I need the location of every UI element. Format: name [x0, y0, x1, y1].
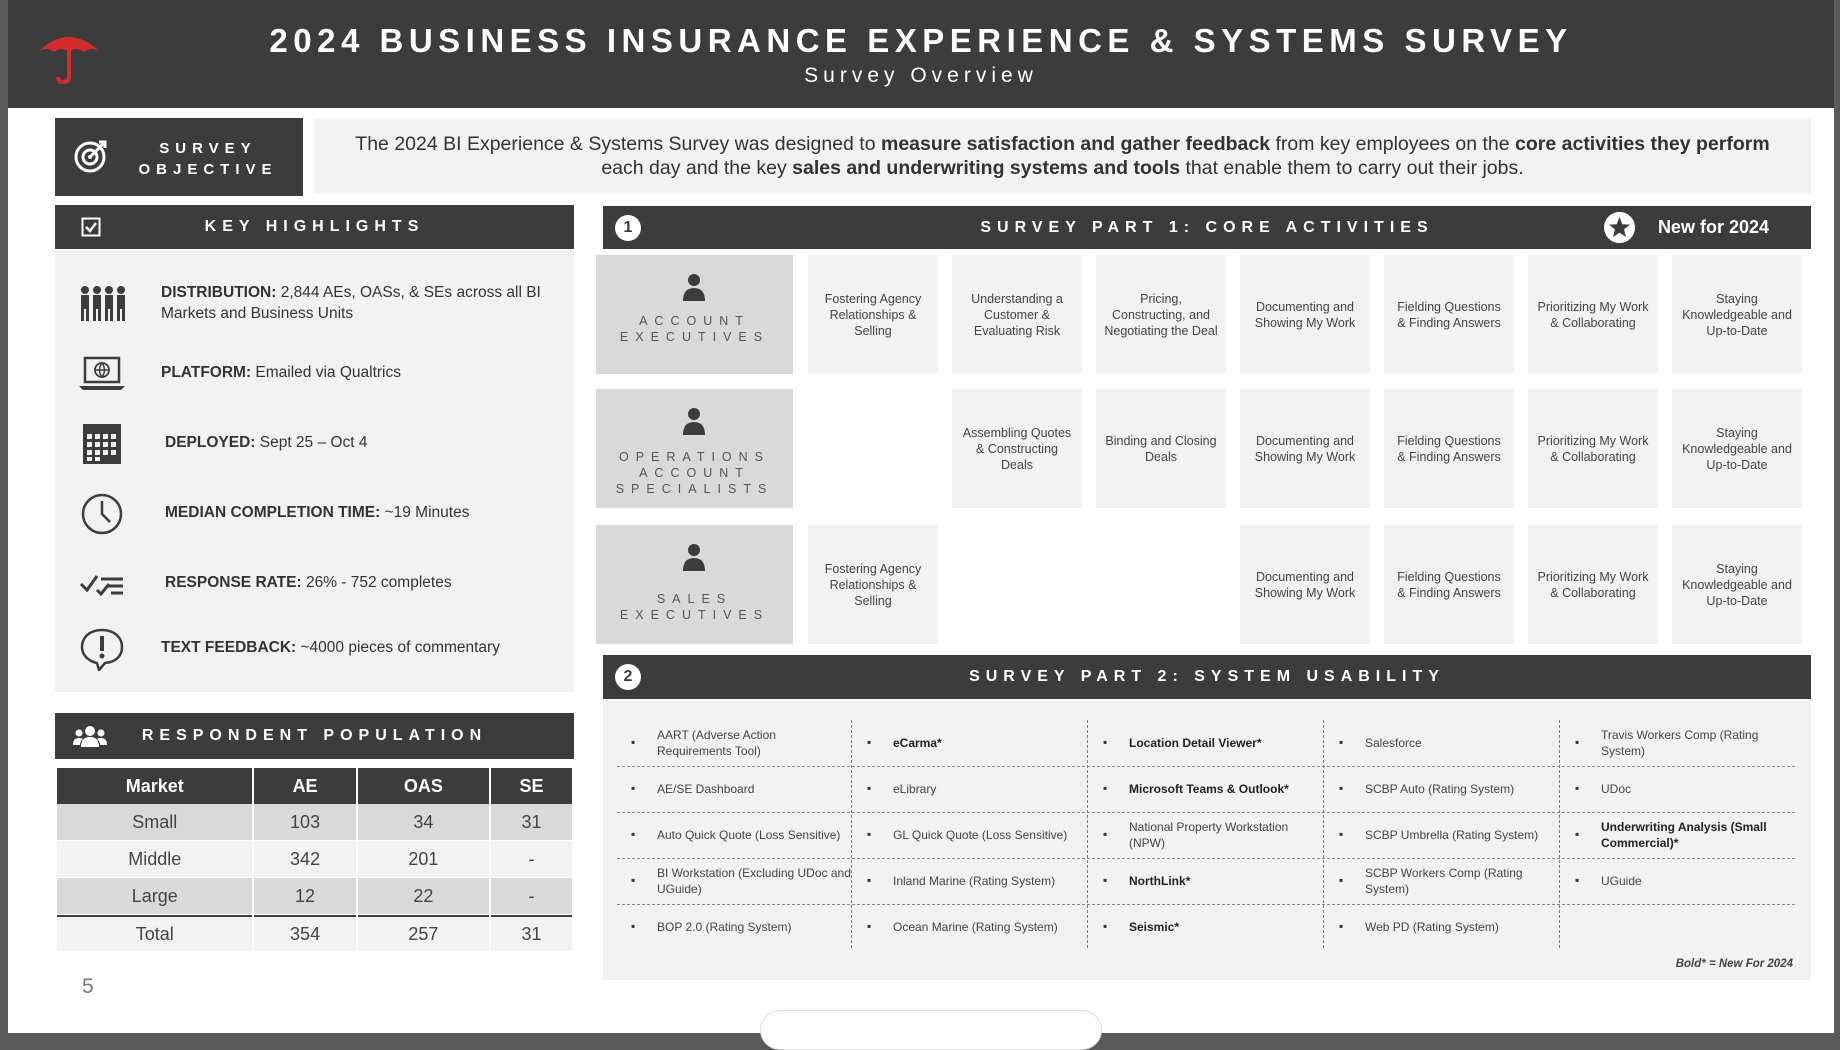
column-header: Market: [57, 768, 252, 804]
star-icon: [1604, 212, 1635, 243]
objective-text-part: from key employees on the: [1270, 133, 1516, 155]
activity-tile: Binding and Closing Deals: [1096, 389, 1226, 508]
table-cell: -: [491, 841, 572, 878]
part1-title: SURVEY PART 1: CORE ACTIVITIES: [980, 219, 1434, 236]
table-cell: 342: [254, 841, 355, 878]
highlight-text: [165, 572, 555, 593]
checkbox-icon: [81, 217, 101, 237]
activity-tile: Fielding Questions & Finding Answers: [1384, 525, 1514, 644]
system-item: ▪ AART (Adverse Action Requirements Tool): [617, 720, 852, 766]
system-item: ▪ Ocean Marine (Rating System): [853, 904, 1088, 950]
table-row: [57, 804, 572, 841]
role-label-line: ACCOUNT: [639, 466, 750, 480]
role-label-line: ACCOUNT: [639, 314, 750, 328]
system-column: [617, 720, 852, 948]
activity-tile: Fielding Questions & Finding Answers: [1384, 255, 1514, 374]
person-icon: [683, 543, 705, 571]
part1-header: [603, 206, 1811, 249]
system-item: ▪ UDoc: [1561, 766, 1796, 812]
activity-tile: Documenting and Showing My Work: [1240, 255, 1370, 374]
activity-tile: Fostering Agency Relationships & Selling: [808, 255, 938, 374]
system-item: ▪ Seismic*: [1089, 904, 1324, 950]
system-item: ▪ Inland Marine (Rating System): [853, 858, 1088, 904]
activity-tile: Fostering Agency Relationships & Selling: [808, 525, 938, 644]
part2-title: SURVEY PART 2: SYSTEM USABILITY: [969, 668, 1445, 685]
system-item: ▪ Underwriting Analysis (Small Commercial)*: [1561, 812, 1796, 858]
role-operations-account-specialists: [596, 389, 793, 508]
activity-tile: Staying Knowledgeable and Up-to-Date: [1672, 525, 1802, 644]
laptop-globe-icon: [77, 352, 127, 396]
table-cell: 257: [358, 915, 489, 952]
highlight-value: 2,844 AEs, OASs, & SEs across all BI Markets and Business Units: [161, 284, 541, 322]
person-icon: [683, 273, 705, 301]
table-cell: Middle: [57, 841, 252, 878]
objective-text-part: each day and the key: [601, 157, 793, 179]
activity-tile: Assembling Quotes & Constructing Deals: [952, 389, 1082, 508]
highlight-label: RESPONSE RATE:: [165, 574, 302, 591]
new-for-2024-badge: New for 2024: [1657, 217, 1769, 237]
highlight-text: [161, 637, 551, 658]
table-cell: 12: [254, 878, 355, 915]
table-cell: 31: [491, 915, 572, 952]
people-icon: [73, 725, 107, 747]
table-cell: 103: [254, 804, 355, 841]
highlight-label: MEDIAN COMPLETION TIME:: [165, 504, 381, 521]
role-label-line: SALES EXECUTIVES: [619, 592, 770, 622]
person-icon: [683, 407, 705, 435]
role-label-line: SPECIALISTS: [615, 482, 774, 496]
highlight-text: [165, 502, 555, 523]
system-item: ▪ Microsoft Teams & Outlook*: [1089, 766, 1324, 812]
system-item: ▪ NorthLink*: [1089, 858, 1324, 904]
system-item: ▪ UGuide: [1561, 858, 1796, 904]
activity-tile: Prioritizing My Work & Collaborating: [1528, 389, 1658, 508]
highlight-value: 26% - 752 completes: [301, 574, 452, 591]
page-number: 5: [82, 975, 94, 998]
system-item: ▪ Location Detail Viewer*: [1089, 720, 1324, 766]
activity-tile: Documenting and Showing My Work: [1240, 525, 1370, 644]
highlight-value: ~19 Minutes: [380, 504, 470, 521]
highlight-label: TEXT FEEDBACK:: [161, 639, 297, 656]
part2-number-badge: 2: [615, 664, 641, 690]
highlight-text: [161, 282, 551, 324]
bold-legend: Bold* = New For 2024: [1675, 958, 1793, 970]
system-usability-panel: [603, 700, 1811, 980]
system-item: ▪ Travis Workers Comp (Rating System): [1561, 720, 1796, 766]
highlight-text-feedback: [55, 625, 574, 675]
people-group-icon: [77, 282, 127, 326]
table-cell: 22: [358, 878, 489, 915]
activity-tile: Documenting and Showing My Work: [1240, 389, 1370, 508]
part1-number-badge: 1: [615, 215, 641, 241]
key-highlights-panel: [55, 250, 574, 692]
respondent-population-title: RESPONDENT POPULATION: [141, 727, 488, 744]
clock-icon: [77, 492, 127, 536]
table-cell: Large: [57, 878, 252, 915]
header-bar: [8, 0, 1834, 108]
table-header-row: [57, 768, 572, 804]
highlight-label: PLATFORM:: [161, 364, 252, 381]
page-title: 2024 BUSINESS INSURANCE EXPERIENCE & SYSTEMS SURVEY: [269, 22, 1573, 59]
bottom-tab-shape: [760, 1010, 1102, 1050]
system-item: ▪ Auto Quick Quote (Loss Sensitive): [617, 812, 852, 858]
highlight-label: DEPLOYED:: [165, 434, 256, 451]
key-highlights-header: [55, 205, 574, 249]
highlight-text: [165, 432, 555, 453]
system-item: ▪ SCBP Auto (Rating System): [1325, 766, 1560, 812]
role-label-line: EXECUTIVES: [619, 330, 770, 344]
table-row: [57, 878, 572, 915]
column-header: AE: [254, 768, 355, 804]
system-item: ▪ BOP 2.0 (Rating System): [617, 904, 852, 950]
role-sales-executives: [596, 525, 793, 644]
respondent-population-header: [55, 713, 574, 759]
checklist-icon: [77, 562, 127, 606]
highlight-platform: [55, 350, 574, 400]
page-subtitle: Survey Overview: [804, 64, 1038, 87]
highlight-value: ~4000 pieces of commentary: [296, 639, 500, 656]
system-item: ▪ GL Quick Quote (Loss Sensitive): [853, 812, 1088, 858]
activity-tile: Prioritizing My Work & Collaborating: [1528, 525, 1658, 644]
highlight-value: Emailed via Qualtrics: [251, 364, 401, 381]
table-row: [57, 841, 572, 878]
highlight-label: DISTRIBUTION:: [161, 284, 277, 301]
highlight-text: [161, 362, 551, 383]
objective-text-bold: core activities they perform: [1515, 133, 1770, 155]
objective-label-line2: OBJECTIVE: [138, 161, 278, 178]
highlight-deployed: [55, 420, 574, 470]
system-item: ▪ BI Workstation (Excluding UDoc and UGuide): [617, 858, 852, 904]
system-column: [1089, 720, 1324, 948]
survey-objective-text: [314, 119, 1811, 193]
respondent-population-table: [55, 768, 574, 952]
system-item: ▪ SCBP Workers Comp (Rating System): [1325, 858, 1560, 904]
column-header: OAS: [358, 768, 489, 804]
survey-objective-label-box: [55, 118, 303, 196]
system-item: ▪ National Property Workstation (NPW): [1089, 812, 1324, 858]
table-cell: 201: [358, 841, 489, 878]
system-column: [1561, 720, 1796, 948]
activity-tile: Prioritizing My Work & Collaborating: [1528, 255, 1658, 374]
highlight-value: Sept 25 – Oct 4: [255, 434, 368, 451]
slide: [8, 0, 1834, 1033]
table-total-row: [57, 915, 572, 952]
speech-exclamation-icon: [77, 627, 127, 671]
table-cell: 31: [491, 804, 572, 841]
objective-text-part: that enable them to carry out their jobs.: [1180, 157, 1524, 179]
activity-tile: Staying Knowledgeable and Up-to-Date: [1672, 255, 1802, 374]
table-cell: 34: [358, 804, 489, 841]
system-column: [1325, 720, 1560, 948]
key-highlights-title: KEY HIGHLIGHTS: [204, 218, 425, 235]
system-column: [853, 720, 1088, 948]
objective-text-part: The 2024 BI Experience & Systems Survey was designed to: [355, 133, 881, 155]
highlight-response-rate: [55, 560, 574, 610]
objective-text-bold: measure satisfaction and gather feedback: [881, 133, 1271, 155]
table-cell: -: [491, 878, 572, 915]
survey-objective-label: [133, 138, 283, 180]
highlight-distribution: [55, 280, 574, 330]
highlight-completion-time: [55, 490, 574, 540]
calendar-icon: [77, 422, 127, 466]
objective-label-line1: SURVEY: [159, 140, 257, 157]
activity-tile: Staying Knowledgeable and Up-to-Date: [1672, 389, 1802, 508]
table-cell: Small: [57, 804, 252, 841]
system-item: ▪ eCarma*: [853, 720, 1088, 766]
role-account-executives: [596, 255, 793, 374]
table-cell: Total: [57, 915, 252, 952]
target-icon: [73, 138, 109, 174]
system-item: ▪ Web PD (Rating System): [1325, 904, 1560, 950]
column-header: SE: [491, 768, 572, 804]
system-item: ▪ SCBP Umbrella (Rating System): [1325, 812, 1560, 858]
part2-header: [603, 655, 1811, 699]
table-cell: 354: [254, 915, 355, 952]
system-item: ▪ AE/SE Dashboard: [617, 766, 852, 812]
role-label-line: OPERATIONS: [618, 450, 771, 464]
activity-tile: Fielding Questions & Finding Answers: [1384, 389, 1514, 508]
activity-tile: Pricing, Constructing, and Negotiating the Deal: [1096, 255, 1226, 374]
objective-text-bold: sales and underwriting systems and tools: [792, 157, 1181, 179]
system-item: ▪ Salesforce: [1325, 720, 1560, 766]
activity-tile: Understanding a Customer & Evaluating Risk: [952, 255, 1082, 374]
system-item: ▪ eLibrary: [853, 766, 1088, 812]
